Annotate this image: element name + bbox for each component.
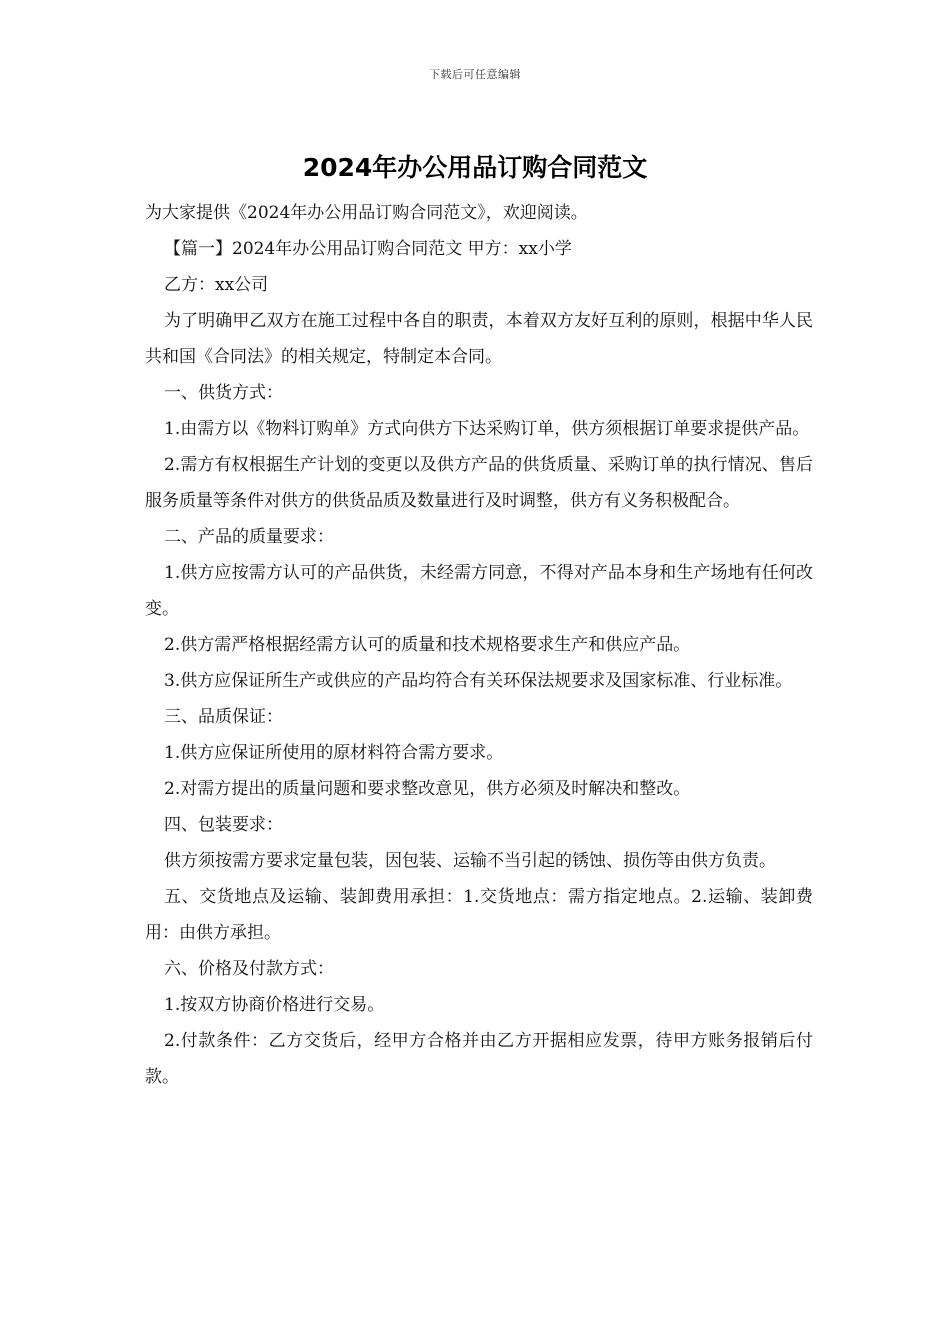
clause-heading-quality: 二、产品的质量要求： <box>164 527 334 547</box>
clause-heading-delivery: 五、交货地点及运输、装卸费用承担：1.交货地点：需方指定地点。2.运输、装卸费用：由供方承担。 <box>145 887 813 943</box>
document-body <box>145 195 813 1095</box>
clause-item: 1.供方应保证所使用的原材料符合需方要求。 <box>164 743 504 763</box>
clause-item: 1.供方应按需方认可的产品供货，未经需方同意，不得对产品本身和生产场地有任何改变。 <box>145 563 813 619</box>
clause-heading-packaging: 四、包装要求： <box>164 815 283 835</box>
clause-heading-supply-method: 一、供货方式： <box>164 383 283 403</box>
intro-paragraph: 为大家提供《2024年办公用品订购合同范文》，欢迎阅读。 <box>145 203 588 223</box>
clause-item: 2.付款条件：乙方交货后，经甲方合格并由乙方开据相应发票，待甲方账务报销后付款。 <box>145 1031 813 1087</box>
clause-item: 1.按双方协商价格进行交易。 <box>164 995 385 1015</box>
clause-heading-quality-assurance: 三、品质保证： <box>164 707 283 727</box>
party-b-line: 乙方：xx公司 <box>164 275 269 295</box>
document-title: 2024年办公用品订购合同范文 <box>302 153 648 182</box>
clause-item: 1.由需方以《物料订购单》方式向供方下达采购订单，供方须根据订单要求提供产品。 <box>164 419 810 439</box>
preamble-paragraph: 为了明确甲乙双方在施工过程中各自的职责，本着双方友好互利的原则，根据中华人民共和国《合同法》的相关规定，特制定本合同。 <box>145 311 813 367</box>
clause-item: 3.供方应保证所生产或供应的产品均符合有关环保法规要求及国家标准、行业标准。 <box>164 671 793 691</box>
page-header-note: 下载后可任意编辑 <box>429 68 521 81</box>
clause-item: 2.需方有权根据生产计划的变更以及供方产品的供货质量、采购订单的执行情况、售后服务质量等条件对供方的供货品质及数量进行及时调整，供方有义务积极配合。 <box>145 455 813 511</box>
clause-item: 供方须按需方要求定量包装，因包装、运输不当引起的锈蚀、损伤等由供方负责。 <box>164 851 776 871</box>
clause-item: 2.对需方提出的质量问题和要求整改意见，供方必须及时解决和整改。 <box>164 779 691 799</box>
clause-item: 2.供方需严格根据经需方认可的质量和技术规格要求生产和供应产品。 <box>164 635 691 655</box>
section-heading-part-one: 【篇一】2024年办公用品订购合同范文 甲方：xx小学 <box>164 239 572 259</box>
clause-heading-payment: 六、价格及付款方式： <box>164 959 334 979</box>
